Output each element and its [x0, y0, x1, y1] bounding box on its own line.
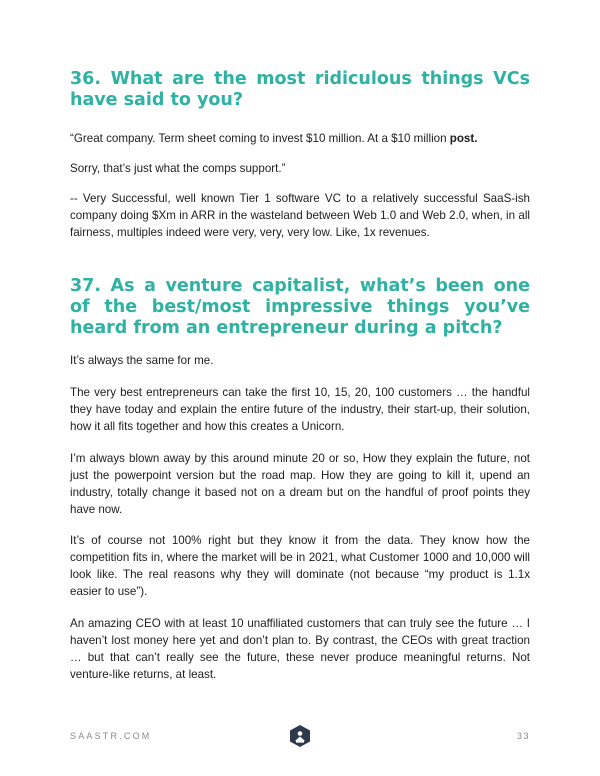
quote-bold-text: post.	[449, 132, 478, 145]
body-paragraph: It’s of course not 100% right but they know it from the data. They know how the competition fits in, where the market will be in 2021, what Customer 1000 and 10,000 will look like. The real reasons why they will dominate (not because “my product is 1.1x easier to use”).	[70, 534, 530, 598]
body-paragraph: I’m always blown away by this around minute 20 or so, How they explain the future, not just the powerpoint version but the road map. How they are going to kill it, upend an industry, totally change it based not on a dream but on the handful of proof points they have now.	[70, 452, 530, 516]
section-heading-36: 36. What are the most ridiculous things VCs have said to you?	[70, 69, 530, 110]
body-paragraph: The very best entrepreneurs can take the first 10, 15, 20, 100 customers … the handful they have today and explain the entire future of the industry, their start-up, their solution, how it all fits together and how this creates a Unicorn.	[70, 386, 530, 433]
quote-attribution: -- Very Successful, well known Tier 1 software VC to a relatively successful SaaS-ish company doing $Xm in ARR in the wasteland between Web 1.0 and Web 2.0, when, in all fairness, multiples indeed were very, very, very low. Like, 1x revenues.	[70, 192, 530, 239]
quote-paragraph	[70, 130, 477, 147]
quote-text: “Great company. Term sheet coming to invest $10 million. At a $10 million	[70, 132, 450, 145]
body-paragraph: It’s always the same for me.	[70, 354, 214, 367]
body-paragraph: An amazing CEO with at least 10 unaffiliated customers that can truly see the future … I haven’t lost money here yet and don’t plan to. By contrast, the CEOs with great traction … but that can’t really see the future, these never produce meaningful returns. Not venture-like returns, at least.	[70, 617, 530, 681]
section-heading-37: 37. As a venture capitalist, what’s been one of the best/most impressive things you’ve heard from an entrepreneur during a pitch?	[70, 276, 530, 338]
footer-site-name: SAASTR.COM	[70, 731, 152, 741]
quote-continuation: Sorry, that’s just what the comps support.”	[70, 162, 286, 175]
footer-page-number: 33	[516, 731, 530, 741]
saastr-logo-icon	[288, 724, 312, 748]
